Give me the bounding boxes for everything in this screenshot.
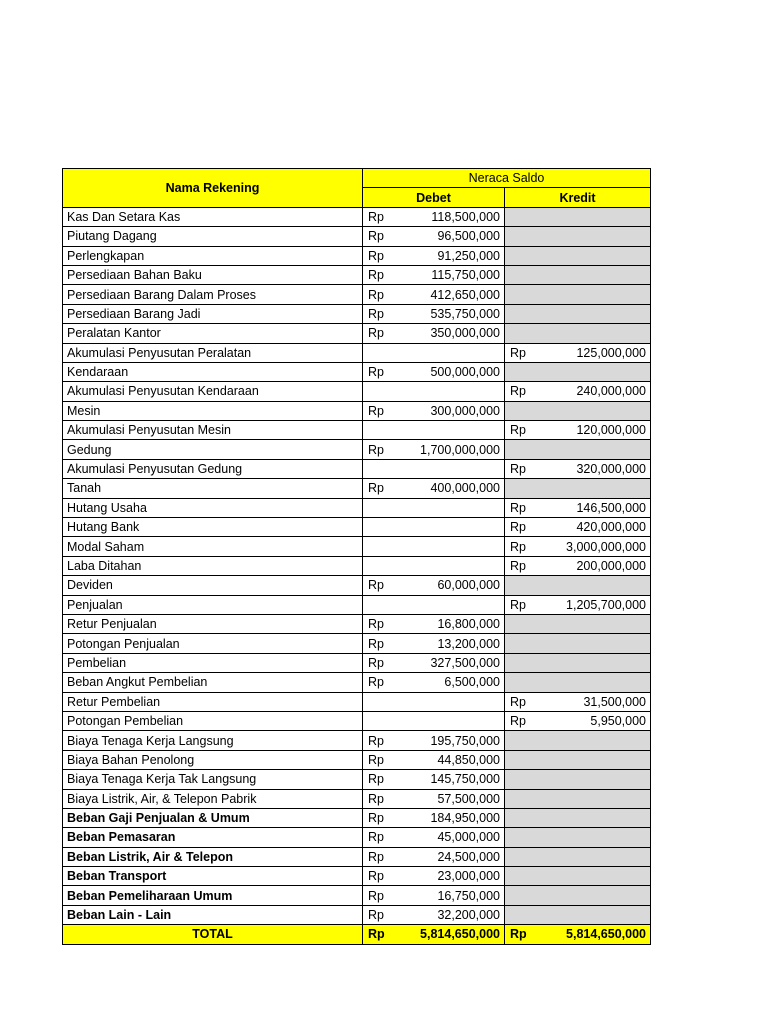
credit-currency: Rp [505,537,545,556]
credit-currency [505,867,545,886]
table-row [63,711,651,730]
credit-amount [545,246,651,265]
account-name: Akumulasi Penyusutan Kendaraan [63,382,363,401]
credit-currency [505,362,545,381]
debit-currency [363,459,403,478]
table-row [63,324,651,343]
credit-currency: Rp [505,692,545,711]
account-name: Beban Gaji Penjualan & Umum [63,808,363,827]
table-row [63,847,651,866]
account-rows [63,207,651,924]
credit-amount [545,867,651,886]
debit-currency: Rp [363,265,403,284]
table-row [63,498,651,517]
credit-amount [545,847,651,866]
debit-currency: Rp [363,653,403,672]
table-row [63,459,651,478]
credit-currency [505,770,545,789]
debit-amount [403,556,505,575]
debit-amount: 400,000,000 [403,479,505,498]
credit-currency [505,614,545,633]
debit-currency: Rp [363,285,403,304]
credit-amount [545,207,651,226]
account-name: Laba Ditahan [63,556,363,575]
credit-currency [505,227,545,246]
total-label: TOTAL [63,925,363,944]
credit-currency [505,576,545,595]
account-name: Biaya Tenaga Kerja Tak Langsung [63,770,363,789]
debit-amount: 45,000,000 [403,828,505,847]
total-credit-amount: 5,814,650,000 [545,925,651,944]
total-debit-amount: 5,814,650,000 [403,925,505,944]
credit-amount [545,886,651,905]
debit-amount: 1,700,000,000 [403,440,505,459]
table-row [63,207,651,226]
debit-currency: Rp [363,362,403,381]
credit-amount [545,731,651,750]
account-name: Mesin [63,401,363,420]
debit-amount: 16,800,000 [403,614,505,633]
account-name: Piutang Dagang [63,227,363,246]
debit-amount: 57,500,000 [403,789,505,808]
credit-currency [505,886,545,905]
account-name: Beban Lain - Lain [63,905,363,924]
account-name: Hutang Usaha [63,498,363,517]
account-name: Biaya Listrik, Air, & Telepon Pabrik [63,789,363,808]
debit-currency: Rp [363,905,403,924]
account-name: Beban Transport [63,867,363,886]
debit-amount [403,343,505,362]
debit-currency [363,556,403,575]
credit-currency [505,731,545,750]
debit-currency: Rp [363,828,403,847]
account-name: Deviden [63,576,363,595]
account-name-header: Nama Rekening [63,169,363,208]
credit-amount: 420,000,000 [545,518,651,537]
credit-amount [545,634,651,653]
credit-amount: 125,000,000 [545,343,651,362]
account-name: Pembelian [63,653,363,672]
credit-currency [505,634,545,653]
debit-amount: 32,200,000 [403,905,505,924]
debit-amount: 115,750,000 [403,265,505,284]
debit-currency [363,711,403,730]
credit-amount: 200,000,000 [545,556,651,575]
credit-currency: Rp [505,459,545,478]
debit-currency: Rp [363,634,403,653]
account-name: Persediaan Barang Dalam Proses [63,285,363,304]
account-name: Beban Pemeliharaan Umum [63,886,363,905]
account-name: Akumulasi Penyusutan Mesin [63,421,363,440]
debit-amount: 412,650,000 [403,285,505,304]
credit-currency [505,789,545,808]
credit-header: Kredit [505,188,651,207]
credit-amount [545,576,651,595]
credit-currency [505,304,545,323]
table-row [63,614,651,633]
table-row [63,479,651,498]
table-row [63,362,651,381]
debit-currency: Rp [363,614,403,633]
debit-currency: Rp [363,770,403,789]
table-row [63,382,651,401]
debit-currency: Rp [363,731,403,750]
debit-currency: Rp [363,789,403,808]
credit-amount [545,653,651,672]
debit-amount: 16,750,000 [403,886,505,905]
debit-amount: 500,000,000 [403,362,505,381]
credit-currency: Rp [505,556,545,575]
table-row [63,789,651,808]
credit-amount: 1,205,700,000 [545,595,651,614]
credit-amount: 320,000,000 [545,459,651,478]
debit-amount: 327,500,000 [403,653,505,672]
debit-amount: 23,000,000 [403,867,505,886]
credit-currency [505,265,545,284]
debit-amount [403,421,505,440]
credit-currency: Rp [505,343,545,362]
total-row [63,925,651,944]
credit-amount [545,905,651,924]
account-name: Retur Penjualan [63,614,363,633]
table-row [63,556,651,575]
debit-amount: 44,850,000 [403,750,505,769]
debit-amount: 118,500,000 [403,207,505,226]
debit-amount: 145,750,000 [403,770,505,789]
debit-currency: Rp [363,304,403,323]
credit-amount [545,362,651,381]
debit-currency: Rp [363,750,403,769]
account-name: Persediaan Bahan Baku [63,265,363,284]
credit-currency [505,479,545,498]
credit-currency [505,440,545,459]
credit-currency [505,207,545,226]
account-name: Beban Pemasaran [63,828,363,847]
credit-amount [545,750,651,769]
table-row [63,401,651,420]
debit-currency: Rp [363,401,403,420]
table-row [63,731,651,750]
debit-currency [363,595,403,614]
credit-amount [545,673,651,692]
debit-currency: Rp [363,479,403,498]
debit-currency: Rp [363,207,403,226]
account-name: Retur Pembelian [63,692,363,711]
credit-amount: 3,000,000,000 [545,537,651,556]
credit-currency [505,905,545,924]
table-row [63,653,651,672]
trial-balance-table [62,168,651,945]
trial-balance-sheet [62,168,650,945]
table-row [63,673,651,692]
account-name: Modal Saham [63,537,363,556]
credit-amount [545,808,651,827]
debit-currency [363,498,403,517]
credit-currency [505,653,545,672]
table-row [63,518,651,537]
account-name: Perlengkapan [63,246,363,265]
debit-header: Debet [363,188,505,207]
table-row [63,886,651,905]
credit-currency [505,750,545,769]
credit-currency [505,246,545,265]
credit-currency [505,673,545,692]
account-name: Hutang Bank [63,518,363,537]
credit-amount [545,828,651,847]
debit-currency [363,421,403,440]
total-debit-currency: Rp [363,925,403,944]
table-row [63,808,651,827]
table-row [63,828,651,847]
debit-amount [403,459,505,478]
credit-amount: 120,000,000 [545,421,651,440]
table-row [63,537,651,556]
credit-amount [545,401,651,420]
table-row [63,421,651,440]
total-credit-currency: Rp [505,925,545,944]
credit-currency [505,324,545,343]
debit-currency: Rp [363,886,403,905]
debit-amount [403,711,505,730]
credit-amount: 5,950,000 [545,711,651,730]
credit-currency: Rp [505,595,545,614]
table-row [63,750,651,769]
credit-amount [545,614,651,633]
credit-currency [505,847,545,866]
account-name: Persediaan Barang Jadi [63,304,363,323]
debit-currency: Rp [363,324,403,343]
account-name: Tanah [63,479,363,498]
table-row [63,304,651,323]
debit-amount: 6,500,000 [403,673,505,692]
account-name: Potongan Penjualan [63,634,363,653]
debit-currency: Rp [363,847,403,866]
account-name: Penjualan [63,595,363,614]
table-row [63,440,651,459]
credit-amount [545,479,651,498]
table-row [63,576,651,595]
account-name: Peralatan Kantor [63,324,363,343]
credit-amount: 240,000,000 [545,382,651,401]
debit-currency [363,518,403,537]
credit-amount: 146,500,000 [545,498,651,517]
credit-currency: Rp [505,518,545,537]
account-name: Kendaraan [63,362,363,381]
debit-currency [363,537,403,556]
table-row [63,867,651,886]
debit-amount [403,692,505,711]
debit-amount: 195,750,000 [403,731,505,750]
account-name: Beban Angkut Pembelian [63,673,363,692]
debit-currency: Rp [363,867,403,886]
trial-balance-group-header: Neraca Saldo [363,169,651,188]
account-name: Potongan Pembelian [63,711,363,730]
debit-amount: 60,000,000 [403,576,505,595]
debit-amount: 300,000,000 [403,401,505,420]
credit-currency: Rp [505,382,545,401]
credit-currency [505,828,545,847]
debit-amount: 24,500,000 [403,847,505,866]
debit-currency: Rp [363,227,403,246]
account-name: Akumulasi Penyusutan Gedung [63,459,363,478]
credit-amount [545,285,651,304]
debit-currency: Rp [363,673,403,692]
credit-amount [545,304,651,323]
debit-currency [363,382,403,401]
debit-currency [363,343,403,362]
account-name: Beban Listrik, Air & Telepon [63,847,363,866]
credit-currency [505,401,545,420]
debit-amount [403,595,505,614]
table-row [63,343,651,362]
credit-amount [545,770,651,789]
debit-amount: 91,250,000 [403,246,505,265]
debit-currency [363,692,403,711]
credit-currency: Rp [505,421,545,440]
credit-amount [545,440,651,459]
debit-amount: 184,950,000 [403,808,505,827]
credit-currency: Rp [505,711,545,730]
debit-amount: 13,200,000 [403,634,505,653]
table-row [63,227,651,246]
debit-amount: 535,750,000 [403,304,505,323]
account-name: Biaya Bahan Penolong [63,750,363,769]
account-name: Biaya Tenaga Kerja Langsung [63,731,363,750]
debit-amount [403,537,505,556]
debit-currency: Rp [363,808,403,827]
account-name: Gedung [63,440,363,459]
debit-currency: Rp [363,440,403,459]
credit-currency [505,285,545,304]
debit-amount [403,382,505,401]
table-row [63,265,651,284]
table-row [63,285,651,304]
credit-amount [545,265,651,284]
table-row [63,634,651,653]
credit-amount [545,227,651,246]
table-row [63,246,651,265]
debit-amount: 350,000,000 [403,324,505,343]
debit-currency: Rp [363,246,403,265]
debit-currency: Rp [363,576,403,595]
credit-currency [505,808,545,827]
credit-amount [545,324,651,343]
credit-amount: 31,500,000 [545,692,651,711]
debit-amount [403,498,505,517]
account-name: Kas Dan Setara Kas [63,207,363,226]
debit-amount [403,518,505,537]
account-name: Akumulasi Penyusutan Peralatan [63,343,363,362]
credit-currency: Rp [505,498,545,517]
debit-amount: 96,500,000 [403,227,505,246]
table-row [63,595,651,614]
table-row [63,905,651,924]
credit-amount [545,789,651,808]
table-row [63,770,651,789]
table-row [63,692,651,711]
